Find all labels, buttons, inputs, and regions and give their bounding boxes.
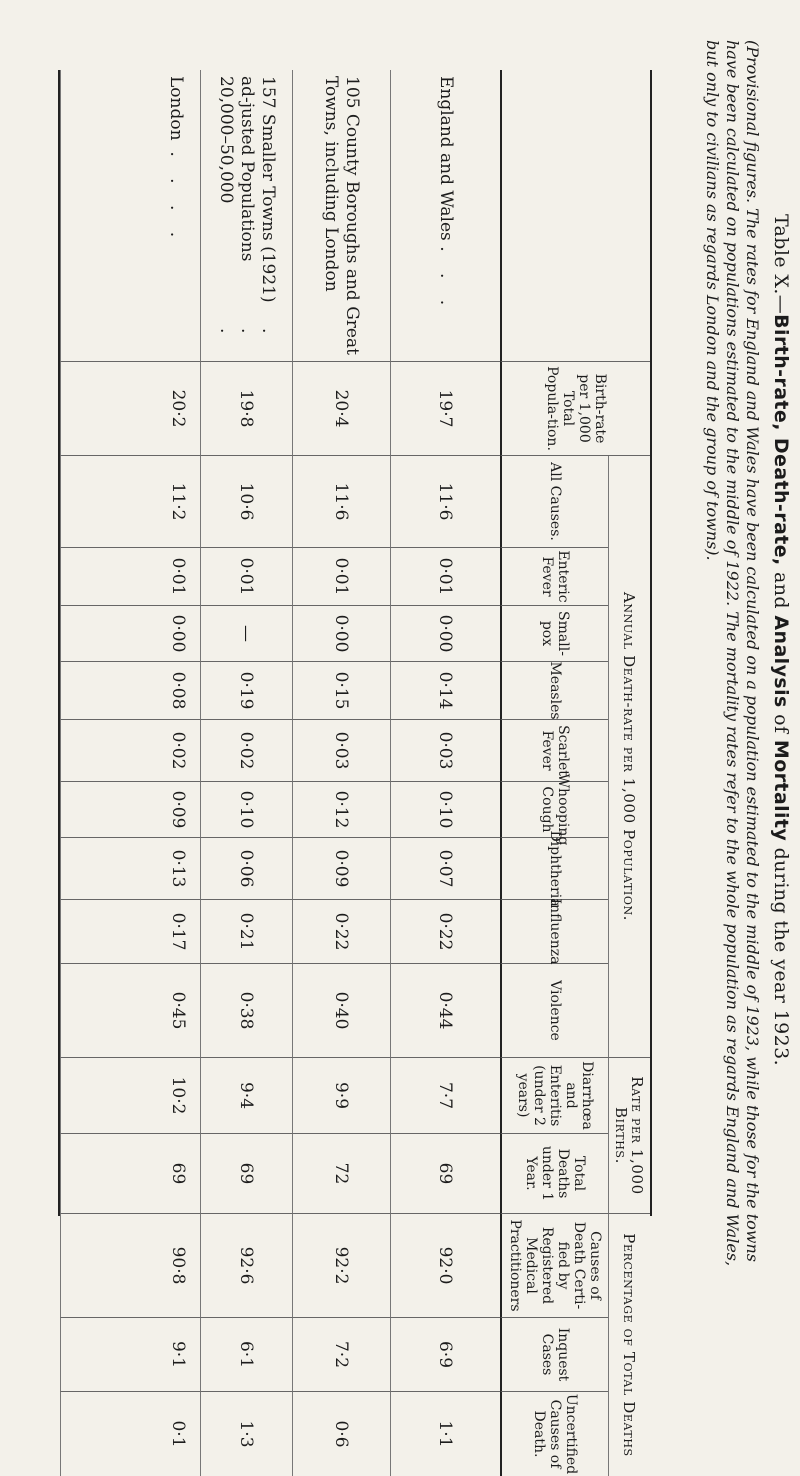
cell-diarrhoea: 10·2 <box>60 1058 200 1134</box>
cell-measles: 0·15 <box>292 662 390 720</box>
cell-enteric-fever: 0·01 <box>60 548 200 606</box>
cell-inquest: 9·1 <box>60 1318 200 1392</box>
caption-prefix: Table X.— <box>770 213 792 315</box>
cell-violence: 0·40 <box>292 964 390 1058</box>
col-uncertified: Uncertified Causes of Death. <box>500 1392 608 1476</box>
cell-deaths-under-1: 69 <box>390 1134 500 1214</box>
col-scarlet-fever: Scarlet Fever <box>500 720 608 782</box>
provisional-note: (Provisional figures. The rates for England and Wales have been calculated on a population estimated to the middle of 1923, while those for the towns have been calculated on populations estimated to the middle of 1922. The mortality rates refer to the whole population as regards England and Wales, but only to civilians as regards London and the group of towns). <box>703 40 762 1267</box>
cell-all-causes: 11·6 <box>292 456 390 548</box>
cell-violence: 0·45 <box>60 964 200 1058</box>
cell-violence: 0·44 <box>390 964 500 1058</box>
cell-measles: 0·19 <box>200 662 292 720</box>
cell-diarrhoea: 7·7 <box>390 1058 500 1134</box>
mortality-table <box>58 70 652 1475</box>
cell-scarlet-fever: 0·03 <box>292 720 390 782</box>
cell-birth-rate: 20·4 <box>292 362 390 456</box>
cell-diphtheria: 0·13 <box>60 838 200 900</box>
cell-diphtheria: 0·06 <box>200 838 292 900</box>
cell-diarrhoea: 9·9 <box>292 1058 390 1134</box>
cell-whooping-cough: 0·10 <box>390 782 500 838</box>
caption-bold-1: Birth-rate, Death-rate, <box>770 314 792 566</box>
cell-measles: 0·14 <box>390 662 500 720</box>
cell-birth-rate: 20·2 <box>60 362 200 456</box>
rate-per-births-header: Rate per 1,000 Births. <box>608 1058 650 1214</box>
cell-uncertified: 1·3 <box>200 1392 292 1476</box>
cell-uncertified: 0·6 <box>292 1392 390 1476</box>
col-measles: Measles <box>500 662 608 720</box>
cell-violence: 0·38 <box>200 964 292 1058</box>
annual-death-rate-header: Annual Death-rate per 1,000 Population. <box>608 456 650 1058</box>
table-caption <box>770 40 792 1240</box>
row-label: London . . . . <box>60 70 200 362</box>
col-enteric-fever: Enteric Fever <box>500 548 608 606</box>
cell-whooping-cough: 0·10 <box>200 782 292 838</box>
cell-all-causes: 11·6 <box>390 456 500 548</box>
cell-enteric-fever: 0·01 <box>390 548 500 606</box>
cell-scarlet-fever: 0·02 <box>60 720 200 782</box>
col-inquest: Inquest Cases <box>500 1318 608 1392</box>
caption-bold-2: Analysis <box>770 615 792 708</box>
col-all-causes: All Causes. <box>500 456 608 548</box>
col-small-pox: Small-pox <box>500 606 608 662</box>
caption-and: and <box>770 572 792 609</box>
cell-enteric-fever: 0·01 <box>200 548 292 606</box>
col-violence: Violence <box>500 964 608 1058</box>
cell-deaths-under-1: 72 <box>292 1134 390 1214</box>
cell-measles: 0·08 <box>60 662 200 720</box>
cell-diphtheria: 0·07 <box>390 838 500 900</box>
cell-influenza: 0·22 <box>292 900 390 964</box>
cell-small-pox: 0·00 <box>292 606 390 662</box>
cell-deaths-under-1: 69 <box>60 1134 200 1214</box>
percentage-header: Percentage of Total Deaths <box>608 1214 650 1476</box>
cell-enteric-fever: 0·01 <box>292 548 390 606</box>
row-label: 157 Smaller Towns (1921) ad-justed Populations 20,000–50,000 . . . <box>200 70 292 362</box>
cell-all-causes: 11·2 <box>60 456 200 548</box>
cell-influenza: 0·17 <box>60 900 200 964</box>
cell-all-causes: 10·6 <box>200 456 292 548</box>
col-certified: Causes of Death Certi-fied by Registered Medical Practitioners <box>500 1214 608 1318</box>
stub-header <box>500 70 650 362</box>
cell-small-pox: 0·00 <box>390 606 500 662</box>
cell-inquest: 7·2 <box>292 1318 390 1392</box>
row-label: 105 County Boroughs and Great Towns, including London <box>292 70 390 362</box>
cell-inquest: 6·1 <box>200 1318 292 1392</box>
cell-certified: 92·0 <box>390 1214 500 1318</box>
cell-uncertified: 0·1 <box>60 1392 200 1476</box>
cell-uncertified: 1·1 <box>390 1392 500 1476</box>
cell-diarrhoea: 9·4 <box>200 1058 292 1134</box>
cell-whooping-cough: 0·12 <box>292 782 390 838</box>
col-whooping-cough: Whooping Cough <box>500 782 608 838</box>
cell-certified: 92·2 <box>292 1214 390 1318</box>
cell-certified: 92·6 <box>200 1214 292 1318</box>
row-label: England and Wales . . . <box>390 70 500 362</box>
cell-birth-rate: 19·8 <box>200 362 292 456</box>
cell-birth-rate: 19·7 <box>390 362 500 456</box>
caption-bold-3: Mortality <box>770 739 792 842</box>
col-deaths-under-1: Total Deaths under 1 Year. <box>500 1134 608 1214</box>
birth-rate-header: Birth-rate per 1,000 Total Popula-tion. <box>500 362 650 456</box>
cell-scarlet-fever: 0·03 <box>390 720 500 782</box>
cell-deaths-under-1: 69 <box>200 1134 292 1214</box>
cell-diphtheria: 0·09 <box>292 838 390 900</box>
cell-influenza: 0·22 <box>390 900 500 964</box>
caption-of: of <box>770 714 792 734</box>
cell-whooping-cough: 0·09 <box>60 782 200 838</box>
cell-small-pox: — <box>200 606 292 662</box>
col-diphtheria: Diphtheria <box>500 838 608 900</box>
cell-small-pox: 0·00 <box>60 606 200 662</box>
col-diarrhoea: Diarrhœa and Enteritis (under 2 years) <box>500 1058 608 1134</box>
col-influenza: Influenza <box>500 900 608 964</box>
cell-inquest: 6·9 <box>390 1318 500 1392</box>
caption-tail: during the year 1923. <box>770 847 792 1067</box>
cell-influenza: 0·21 <box>200 900 292 964</box>
cell-scarlet-fever: 0·02 <box>200 720 292 782</box>
cell-certified: 90·8 <box>60 1214 200 1318</box>
